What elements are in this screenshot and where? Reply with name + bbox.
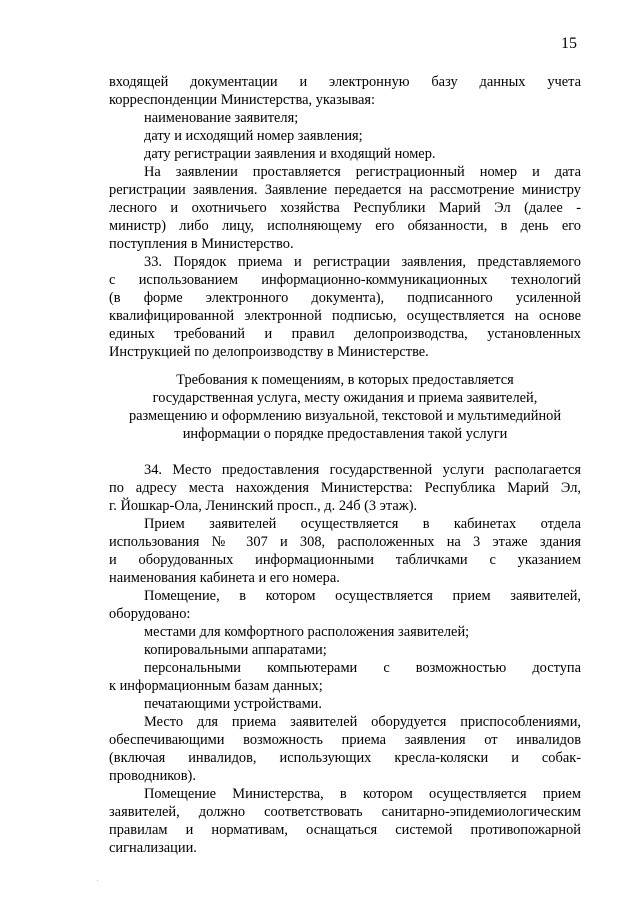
text-line: и оборудованных информационными табличками с указанием [109, 552, 581, 568]
text-line: правилам и нормативам, оснащаться системой противопожарной [109, 822, 581, 838]
text-line: Помещение Министерства, в котором осуществляется прием [144, 786, 581, 802]
list-item: местами для комфортного расположения заявителей; [144, 624, 470, 640]
section-heading-line: размещению и оформлению визуальной, текстовой и мультимедийной [128, 408, 562, 424]
scan-speck [97, 880, 98, 881]
text-line: проводников). [109, 768, 196, 784]
list-item: печатающими устройствами. [144, 696, 322, 712]
text-line: обеспечивающими возможность приема заявления от инвалидов [109, 732, 581, 748]
text-line: Инструкцией по делопроизводству в Министерстве. [109, 344, 429, 360]
text-line: На заявлении проставляется регистрационный номер и дата [144, 164, 581, 180]
list-item: дату регистрации заявления и входящий номер. [144, 146, 436, 162]
section-heading-line: Требования к помещениям, в которых предоставляется [176, 372, 514, 388]
text-line: (включая инвалидов, использующих кресла-коляски и собак- [109, 750, 581, 766]
text-line: регистрации заявления. Заявление передается на рассмотрение министру [109, 182, 581, 198]
text-line: с использованием информационно-коммуникационных технологий [109, 272, 581, 288]
text-line: входящей документации и электронную базу данных учета [109, 74, 581, 90]
page-number: 15 [561, 35, 577, 52]
text-line: Прием заявителей осуществляется в кабинетах отдела [144, 516, 581, 532]
text-line: заявителей, должно соответствовать санитарно-эпидемиологическим [109, 804, 581, 820]
list-item: дату и исходящий номер заявления; [144, 128, 363, 144]
section-heading-line: информации о порядке предоставления такой услуги [182, 426, 508, 442]
text-line: г. Йошкар-Ола, Ленинский просп., д. 24б (3 этаж). [109, 498, 418, 514]
text-line: лесного и охотничьего хозяйства Республики Марий Эл (далее - [109, 200, 581, 216]
text-line: единых требований и правил делопроизводства, установленных [109, 326, 581, 342]
list-item: копировальными аппаратами; [144, 642, 327, 658]
text-line: по адресу места нахождения Министерства: Республика Марий Эл, [109, 480, 581, 496]
list-item: персональными компьютерами с возможностью доступа [144, 660, 581, 676]
text-line: сигнализации. [109, 840, 197, 856]
text-line: 34. Место предоставления государственной услуги располагается [144, 462, 581, 478]
list-item: наименование заявителя; [144, 110, 299, 126]
text-line: Место для приема заявителей оборудуется приспособлениями, [144, 714, 581, 730]
text-line: использования № 307 и 308, расположенных на 3 этаже здания [109, 534, 581, 550]
text-line: (в форме электронного документа), подписанного усиленной [109, 290, 581, 306]
text-line: оборудовано: [109, 606, 191, 622]
text-line: корреспонденции Министерства, указывая: [109, 92, 376, 108]
text-line: 33. Порядок приема и регистрации заявления, представляемого [144, 254, 581, 270]
text-line: поступления в Министерство. [109, 236, 294, 252]
text-line: министр) либо лицу, исполняющему его обязанности, в день его [109, 218, 581, 234]
text-line: наименования кабинета и его номера. [109, 570, 340, 586]
section-heading-line: государственная услуга, месту ожидания и приема заявителей, [152, 390, 538, 406]
text-line: Помещение, в котором осуществляется прием заявителей, [144, 588, 581, 604]
text-line: квалифицированной электронной подписью, осуществляется на основе [109, 308, 581, 324]
text-line: к информационным базам данных; [109, 678, 323, 694]
